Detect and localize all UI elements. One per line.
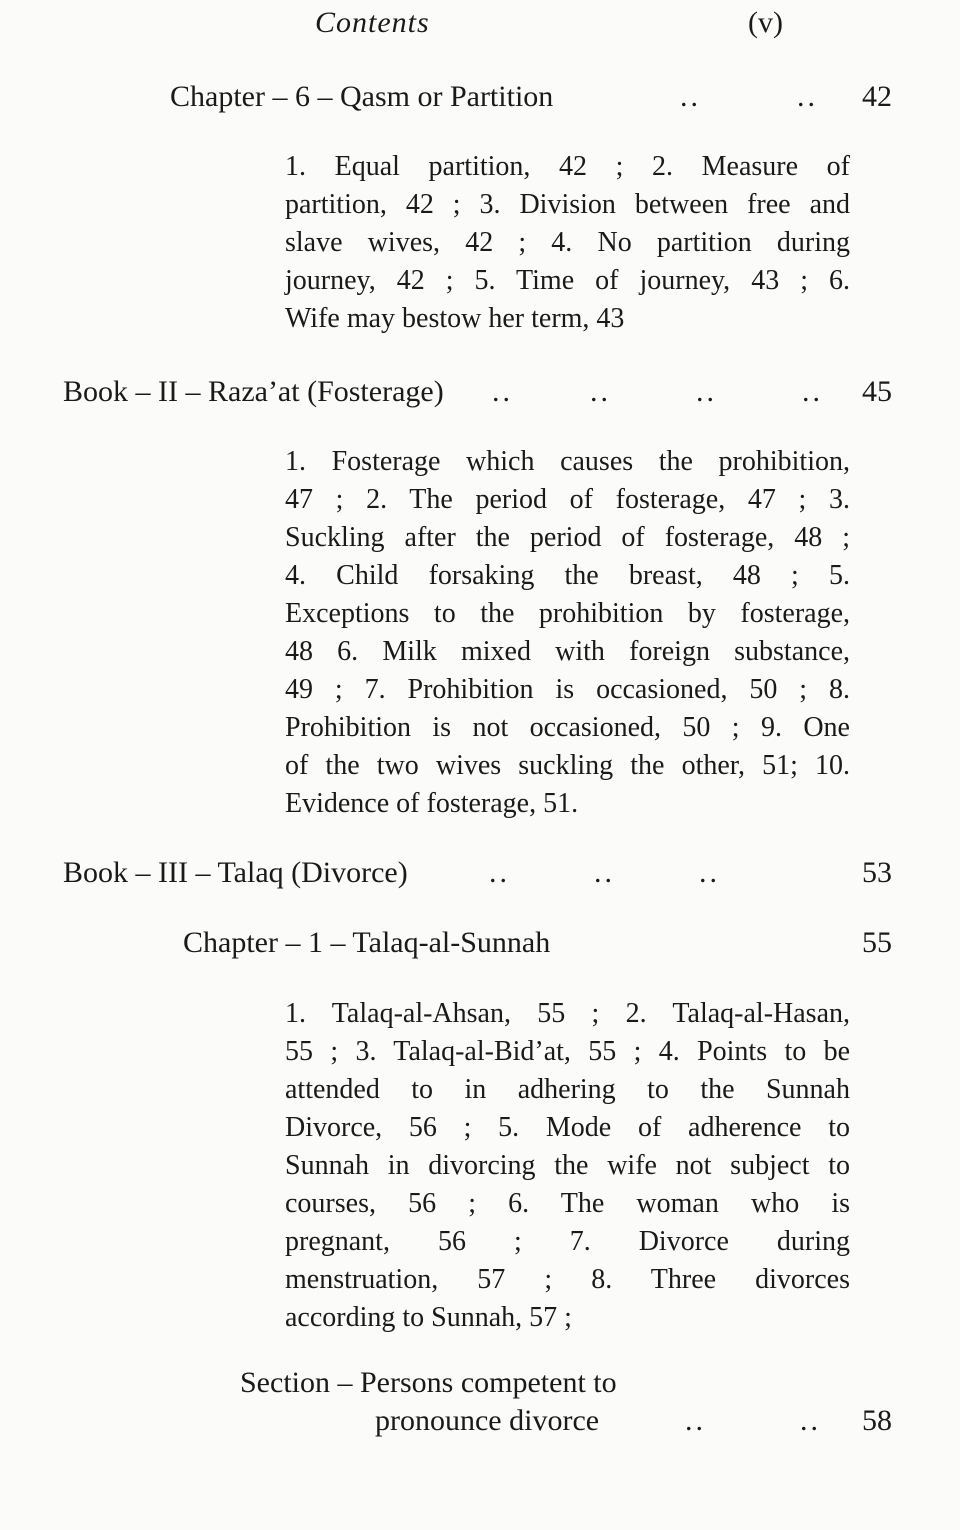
- synopsis-line: according to Sunnah, 57 ;: [285, 1302, 572, 1333]
- synopsis-line: Wife may bestow her term, 43: [285, 303, 625, 334]
- leader-dots: ..: [685, 1404, 706, 1437]
- synopsis-line: Evidence of fosterage, 51.: [285, 788, 579, 819]
- synopsis-line: 1. Talaq-al-Ahsan, 55 ; 2. Talaq-al-Hasan,: [285, 998, 850, 1029]
- synopsis-line: 55 ; 3. Talaq-al-Bid’at, 55 ; 4. Points to be: [285, 1036, 850, 1067]
- synopsis-line: 47 ; 2. The period of fosterage, 47 ; 3.: [285, 484, 850, 515]
- synopsis-line: attended to in adhering to the Sunnah: [285, 1074, 850, 1105]
- toc-entry-label: Section – Persons competent to: [240, 1366, 617, 1399]
- leader-dots: ..: [696, 375, 717, 408]
- synopsis-line: 1. Equal partition, 42 ; 2. Measure of: [285, 151, 850, 182]
- toc-entry-section-line-2: [0, 1404, 960, 1448]
- synopsis-line: of the two wives suckling the other, 51; 10.: [285, 750, 850, 781]
- synopsis-line: Sunnah in divorcing the wife not subject to: [285, 1150, 850, 1181]
- page-title: Contents: [315, 6, 430, 39]
- toc-entry-label: Chapter – 6 – Qasm or Partition: [170, 80, 554, 113]
- synopsis-line: courses, 56 ; 6. The woman who is: [285, 1188, 850, 1219]
- synopsis-line: 49 ; 7. Prohibition is occasioned, 50 ; 8.: [285, 674, 850, 705]
- synopsis-line: Exceptions to the prohibition by fosterage,: [285, 598, 850, 629]
- synopsis-book-2: [285, 443, 850, 823]
- toc-entry-book-2: [0, 375, 960, 419]
- leader-dots: ..: [800, 1404, 821, 1437]
- synopsis-chapter-1: [285, 995, 850, 1337]
- synopsis-line: slave wives, 42 ; 4. No partition during: [285, 227, 850, 258]
- synopsis-chapter-6: [285, 148, 850, 338]
- folio-number: (v): [748, 6, 783, 39]
- leader-dots: ..: [797, 80, 818, 113]
- leader-dots: ..: [590, 375, 611, 408]
- leader-dots: ..: [594, 856, 615, 889]
- synopsis-line: Prohibition is not occasioned, 50 ; 9. One: [285, 712, 850, 743]
- synopsis-line: 48 6. Milk mixed with foreign substance,: [285, 636, 850, 667]
- synopsis-line: 1. Fosterage which causes the prohibition,: [285, 446, 850, 477]
- synopsis-line: partition, 42 ; 3. Division between free and: [285, 189, 850, 220]
- synopsis-line: 4. Child forsaking the breast, 48 ; 5.: [285, 560, 850, 591]
- toc-page-number: 53: [862, 856, 892, 889]
- toc-entry-label: Book – II – Raza’at (Fosterage): [63, 375, 444, 408]
- toc-entry-book-3: [0, 856, 960, 900]
- toc-page-number: 55: [862, 926, 892, 959]
- toc-page-number: 58: [862, 1404, 892, 1437]
- leader-dots: ..: [699, 856, 720, 889]
- leader-dots: ..: [680, 80, 701, 113]
- toc-entry-chapter-1: [0, 926, 960, 970]
- synopsis-line: pregnant, 56 ; 7. Divorce during: [285, 1226, 850, 1257]
- toc-entry-label: pronounce divorce: [375, 1404, 600, 1437]
- toc-entry-label: Book – III – Talaq (Divorce): [63, 856, 408, 889]
- synopsis-line: Divorce, 56 ; 5. Mode of adherence to: [285, 1112, 850, 1143]
- synopsis-line: journey, 42 ; 5. Time of journey, 43 ; 6.: [285, 265, 850, 296]
- toc-page-number: 42: [862, 80, 892, 113]
- leader-dots: ..: [492, 375, 513, 408]
- toc-page-number: 45: [862, 375, 892, 408]
- synopsis-line: menstruation, 57 ; 8. Three divorces: [285, 1264, 850, 1295]
- toc-entry-label: Chapter – 1 – Talaq-al-Sunnah: [183, 926, 551, 959]
- leader-dots: ..: [802, 375, 823, 408]
- leader-dots: ..: [489, 856, 510, 889]
- toc-entry-chapter-6: [0, 80, 960, 124]
- synopsis-line: Suckling after the period of fosterage, 48 ;: [285, 522, 850, 553]
